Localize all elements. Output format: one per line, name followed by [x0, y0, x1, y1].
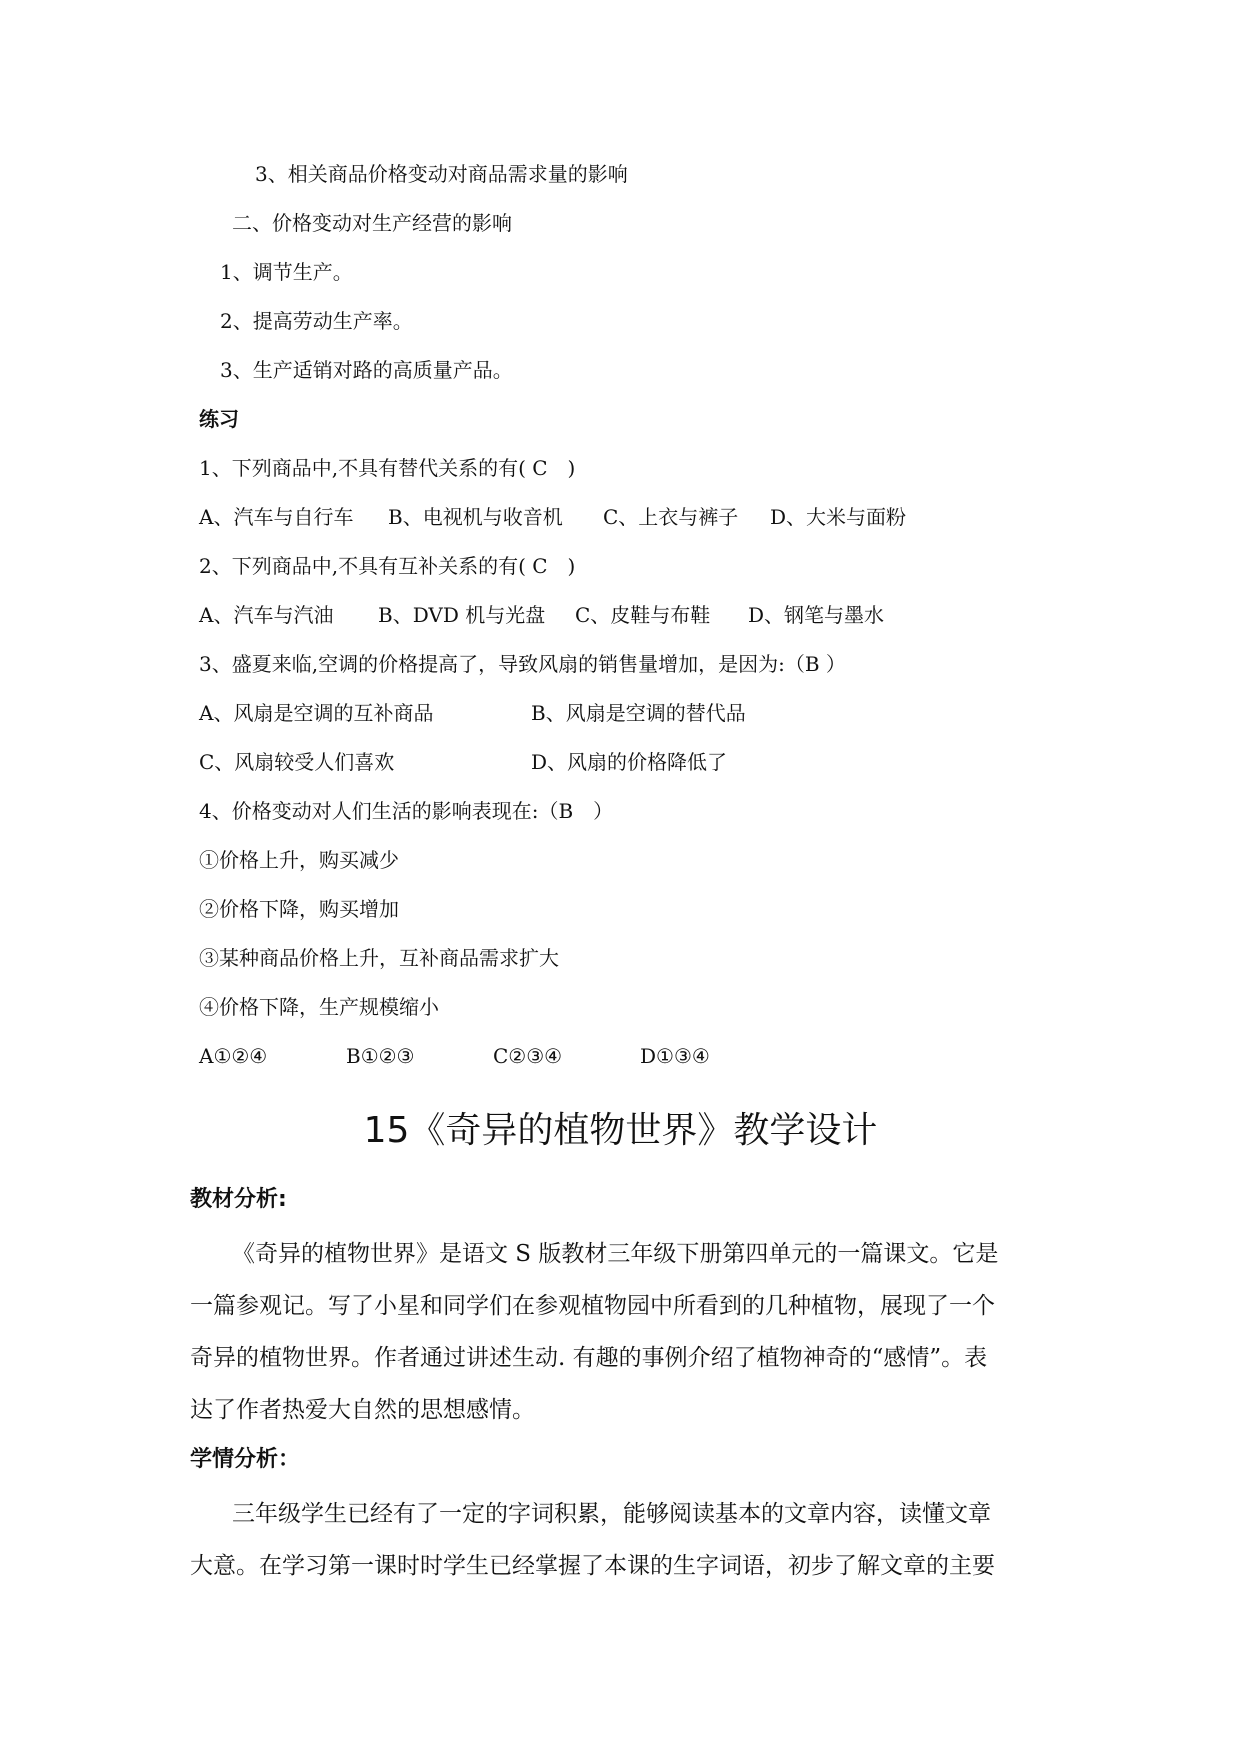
- q3-option-a: A、风扇是空调的互补商品: [199, 701, 434, 725]
- material-line-3: 奇异的植物世界。作者通过讲述生动. 有趣的事例介绍了植物神奇的“感情”。表: [190, 1345, 988, 1371]
- lesson-title: 15《奇异的植物世界》教学设计: [363, 1110, 878, 1151]
- q1-option-c: C、上衣与裤子: [603, 505, 739, 529]
- q2-option-b: B、DVD 机与光盘: [378, 603, 546, 627]
- q4-statement-1: ①价格上升，购买减少: [199, 848, 399, 872]
- q3-option-b: B、风扇是空调的替代品: [531, 701, 746, 725]
- q2-option-a: A、汽车与汽油: [199, 603, 334, 627]
- material-line-2: 一篇参观记。写了小星和同学们在参观植物园中所看到的几种植物，展现了一个: [190, 1293, 995, 1319]
- student-line-1: 三年级学生已经有了一定的字词积累，能够阅读基本的文章内容，读懂文章: [232, 1501, 991, 1527]
- material-line-4: 达了作者热爱大自然的思想感情。: [190, 1397, 535, 1423]
- q1-option-d: D、大米与面粉: [770, 505, 907, 529]
- material-line-1: 《奇异的植物世界》是语文 S 版教材三年级下册第四单元的一篇课文。它是: [232, 1241, 999, 1267]
- student-line-2: 大意。在学习第一课时时学生已经掌握了本课的生字词语，初步了解文章的主要: [190, 1553, 995, 1579]
- outline-sub-2: 2、提高劳动生产率。: [220, 309, 413, 333]
- question-3: 3、盛夏来临,空调的价格提高了，导致风扇的销售量增加，是因为:（B ）: [199, 652, 846, 676]
- q4-statement-2: ②价格下降，购买增加: [199, 897, 399, 921]
- material-analysis-heading: 教材分析:: [190, 1187, 287, 1212]
- student-analysis-heading: 学情分析：: [190, 1447, 301, 1472]
- q4-option-d: D①③④: [640, 1044, 710, 1068]
- q2-option-c: C、皮鞋与布鞋: [575, 603, 711, 627]
- q4-option-c: C②③④: [493, 1044, 563, 1068]
- question-1: 1、下列商品中,不具有替代关系的有( C ): [199, 456, 576, 480]
- q4-option-a: A①②④: [199, 1044, 268, 1068]
- q4-statement-3: ③某种商品价格上升，互补商品需求扩大: [199, 946, 559, 970]
- q4-option-b: B①②③: [346, 1044, 415, 1068]
- outline-sub-1: 1、调节生产。: [220, 260, 353, 284]
- outline-item-3: 3、相关商品价格变动对商品需求量的影响: [255, 162, 628, 186]
- q1-option-b: B、电视机与收音机: [388, 505, 563, 529]
- question-2: 2、下列商品中,不具有互补关系的有( C ): [199, 554, 576, 578]
- q2-option-d: D、钢笔与墨水: [748, 603, 885, 627]
- question-4: 4、价格变动对人们生活的影响表现在:（B ）: [199, 799, 614, 823]
- q4-statement-4: ④价格下降，生产规模缩小: [199, 995, 439, 1019]
- q3-option-d: D、风扇的价格降低了: [531, 750, 728, 774]
- outline-section-2: 二、价格变动对生产经营的影响: [232, 211, 512, 235]
- q1-option-a: A、汽车与自行车: [199, 505, 354, 529]
- outline-sub-3: 3、生产适销对路的高质量产品。: [220, 358, 513, 382]
- exercise-heading: 练习: [199, 407, 239, 431]
- q3-option-c: C、风扇较受人们喜欢: [199, 750, 395, 774]
